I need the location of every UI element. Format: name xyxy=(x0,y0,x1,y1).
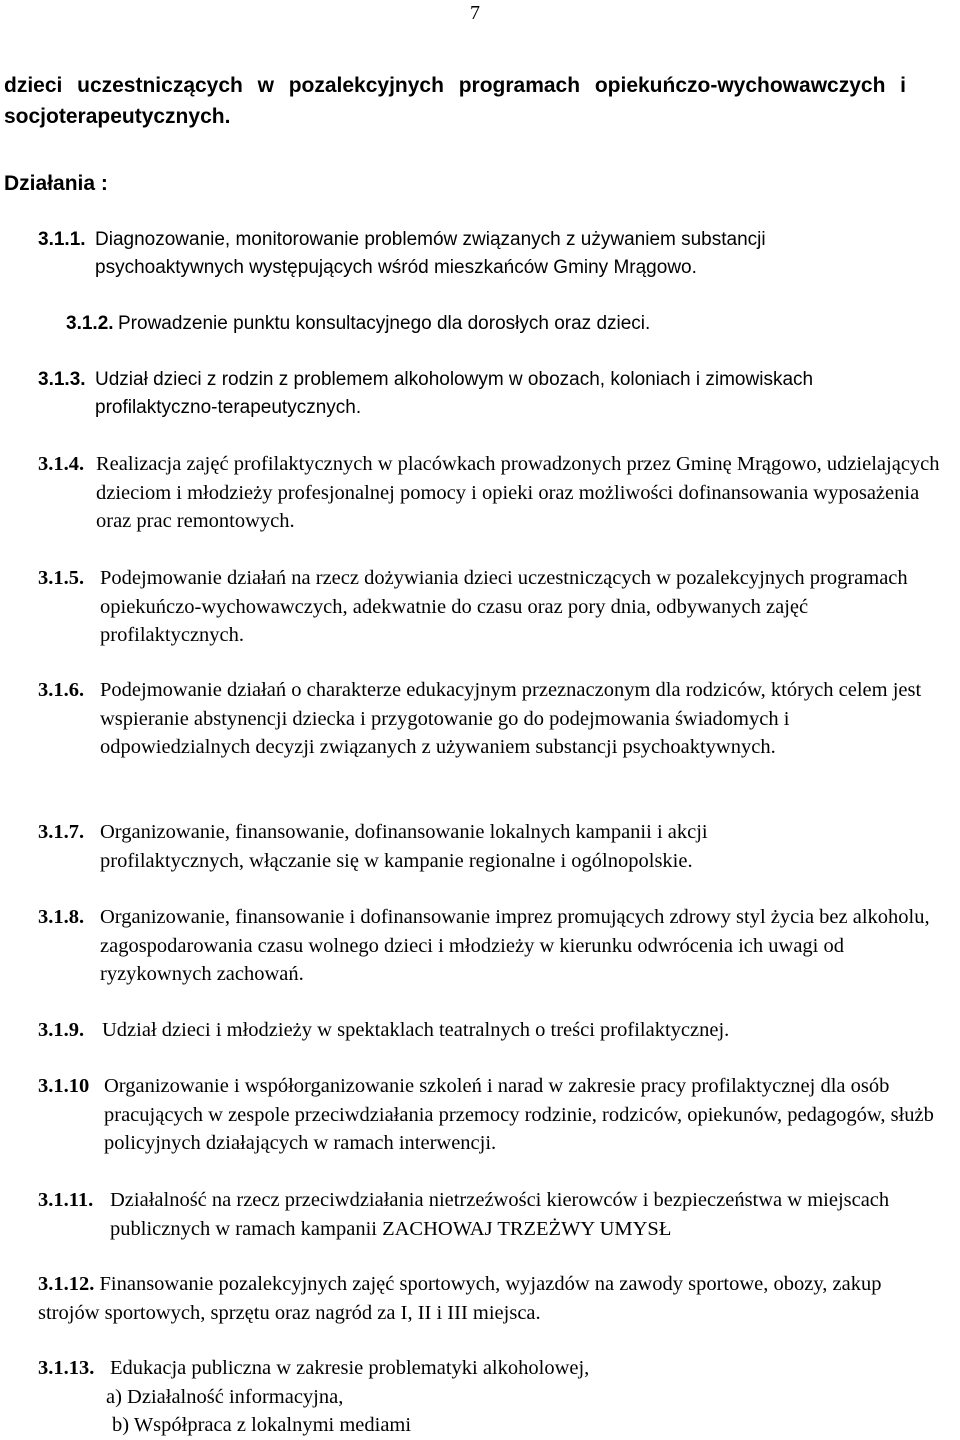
list-item xyxy=(38,676,938,762)
list-item xyxy=(38,1270,928,1327)
list-item xyxy=(38,1016,938,1045)
list-item xyxy=(38,366,938,422)
item-text: Podejmowanie działań o charakterze edukacyjnym przeznaczonym dla rodziców, których celem jest wspieranie abstynencji dziecka i przygotowanie go do podejmowania świadomych i odpowiedzialnych decyzji związanych z używaniem substancji psychoaktywnych. xyxy=(100,679,922,758)
list-item xyxy=(66,310,886,338)
item-text: Udział dzieci z rodzin z problemem alkoholowym w obozach, koloniach i zimowiskach profilaktyczno-terapeutycznych. xyxy=(95,369,814,418)
item-text: Prowadzenie punktu konsultacyjnego dla dorosłych oraz dzieci. xyxy=(118,313,651,334)
list-item xyxy=(38,450,953,536)
item-number: 3.1.6. xyxy=(38,679,85,701)
item-number: 3.1.5. xyxy=(38,567,85,589)
item-number: 3.1.9. xyxy=(38,1019,85,1041)
item-number: 3.1.12. xyxy=(38,1273,95,1295)
item-number: 3.1.7. xyxy=(38,821,85,843)
list-item xyxy=(38,226,918,282)
item-text: Diagnozowanie, monitorowanie problemów związanych z używaniem substancji psychoaktywnych występujących wśród mieszkańców Gminy Mrągowo. xyxy=(95,229,766,278)
item-number: 3.1.2. xyxy=(66,313,114,334)
section-heading: Działania : xyxy=(4,172,108,195)
sub-item: b) Współpraca z lokalnymi mediami xyxy=(112,1414,412,1436)
item-text: Podejmowanie działań na rzecz dożywiania dzieci uczestniczących w pozalekcyjnych programach opiekuńczo-wychowawczych, adekwatnie do czasu oraz pory dnia, odbywanych zajęć profilaktycznych. xyxy=(100,567,908,646)
list-item xyxy=(38,903,958,989)
list-item xyxy=(38,1072,960,1158)
list-item xyxy=(38,1186,948,1243)
item-number: 3.1.4. xyxy=(38,453,85,475)
item-number: 3.1.11. xyxy=(38,1189,94,1211)
intro-paragraph: dzieci uczestniczących w pozalekcyjnych programach opiekuńczo-wychowawczych i socjoterapeutycznych. xyxy=(4,74,906,128)
item-text: Edukacja publiczna w zakresie problematyki alkoholowej, xyxy=(110,1357,590,1379)
item-number: 3.1.10 xyxy=(38,1075,90,1097)
item-text: Organizowanie, finansowanie i dofinansowanie imprez promujących zdrowy styl życia bez alkoholu, zagospodarowania czasu wolnego dzieci i młodzieży w kierunku odwrócenia ich uwagi od ryzykownych zachowań. xyxy=(100,906,930,985)
item-number: 3.1.8. xyxy=(38,906,85,928)
item-text: Udział dzieci i młodzieży w spektaklach teatralnych o treści profilaktycznej. xyxy=(102,1019,730,1041)
list-item xyxy=(38,1354,938,1383)
page-number: 7 xyxy=(470,2,480,24)
item-text: Realizacja zajęć profilaktycznych w placówkach prowadzonych przez Gminę Mrągowo, udzielających dzieciom i młodzieży profesjonalnej pomocy i opieki oraz możliwości dofinansowania wyposażenia oraz prac remontowych. xyxy=(96,453,940,532)
item-number: 3.1.3. xyxy=(38,369,86,390)
item-number: 3.1.13. xyxy=(38,1357,95,1379)
item-text: Działalność na rzecz przeciwdziałania nietrzeźwości kierowców i bezpieczeństwa w miejscach publicznych w ramach kampanii ZACHOWAJ TRZEŻWY UMYSŁ xyxy=(110,1189,890,1240)
item-text: Finansowanie pozalekcyjnych zajęć sportowych, wyjazdów na zawody sportowe, obozy, zakup strojów sportowych, sprzętu oraz nagród za I, II i III miejsca. xyxy=(38,1273,882,1324)
sub-item: a) Działalność informacyjna, xyxy=(106,1386,344,1408)
list-item xyxy=(38,564,953,650)
item-number: 3.1.1. xyxy=(38,229,86,250)
item-text: Organizowanie, finansowanie, dofinansowanie lokalnych kampanii i akcji profilaktycznych, włączanie się w kampanie regionalne i ogólnopolskie. xyxy=(100,821,708,872)
item-text: Organizowanie i współorganizowanie szkoleń i narad w zakresie pracy profilaktycznej dla osób pracujących w zespole przeciwdziałania przemocy rodzinie, rodziców, opiekunów, pedagogów, służb policyjnych działających w ramach interwencji. xyxy=(104,1075,934,1154)
list-item xyxy=(38,818,938,875)
